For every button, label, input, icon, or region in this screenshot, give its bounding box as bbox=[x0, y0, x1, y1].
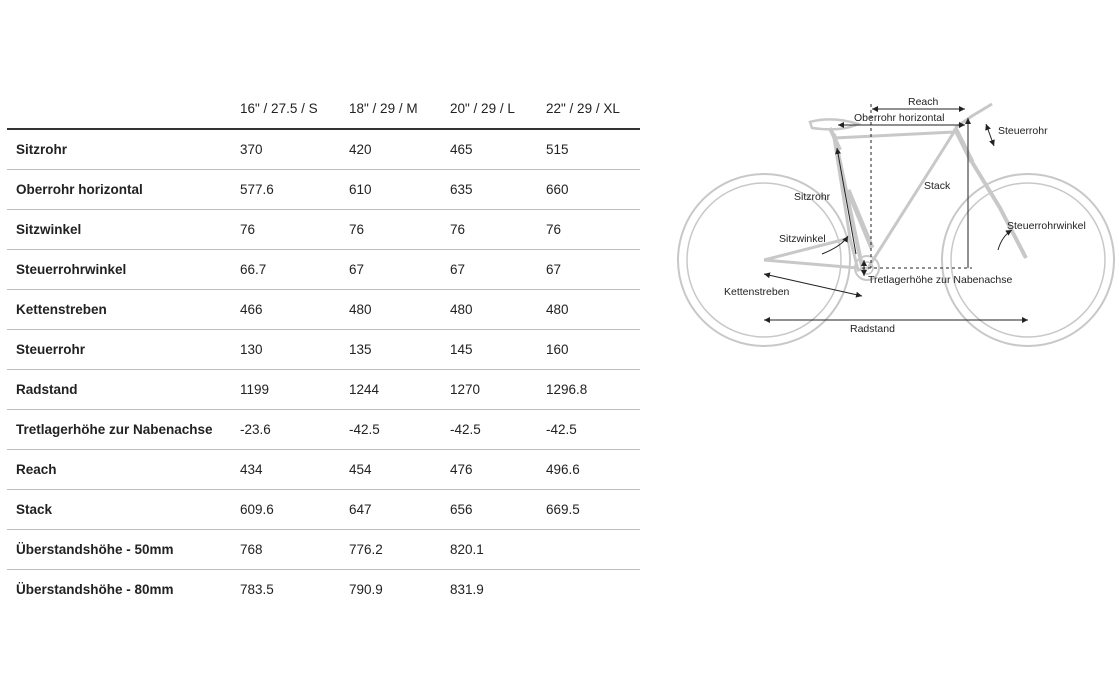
row-label: Reach bbox=[7, 450, 240, 490]
header-size-s: 16" / 27.5 / S bbox=[240, 89, 349, 129]
cell-value: 480 bbox=[450, 290, 546, 330]
table-header-row bbox=[7, 89, 640, 129]
row-label: Überstandshöhe - 50mm bbox=[7, 530, 240, 570]
header-size-m: 18" / 29 / M bbox=[349, 89, 450, 129]
cell-value: 820.1 bbox=[450, 530, 546, 570]
cell-value: 76 bbox=[546, 210, 640, 250]
table-row bbox=[7, 570, 640, 610]
table-row bbox=[7, 410, 640, 450]
cell-value: 790.9 bbox=[349, 582, 383, 597]
cell-value: 783.5 bbox=[240, 582, 274, 597]
saddle bbox=[810, 119, 858, 129]
cell-value: -42.5 bbox=[450, 410, 546, 450]
cell-value: 66.7 bbox=[240, 250, 349, 290]
cell-value: 515 bbox=[546, 129, 640, 170]
cell-value: 609.6 bbox=[240, 490, 349, 530]
cell-value: 1270 bbox=[450, 370, 546, 410]
cell-value: 647 bbox=[349, 490, 450, 530]
cell-value: 1244 bbox=[349, 370, 450, 410]
cell-value: 420 bbox=[349, 129, 450, 170]
table-row bbox=[7, 170, 640, 210]
label-kettenstreben: Kettenstreben bbox=[724, 286, 790, 298]
label-tretlager: Tretlagerhöhe zur Nabenachse bbox=[868, 274, 1013, 286]
table-row bbox=[7, 330, 640, 370]
row-label: Oberrohr horizontal bbox=[7, 170, 240, 210]
row-label: Sitzwinkel bbox=[7, 210, 240, 250]
label-stack: Stack bbox=[924, 180, 951, 192]
cell-value: 831.9 bbox=[450, 582, 484, 597]
cell-value: 776.2 bbox=[349, 530, 450, 570]
head-tube bbox=[955, 128, 972, 162]
cell-value: -23.6 bbox=[240, 410, 349, 450]
table-row bbox=[7, 210, 640, 250]
cell-value: 465 bbox=[450, 129, 546, 170]
cell-value: 656 bbox=[450, 490, 546, 530]
row-label: Radstand bbox=[7, 370, 240, 410]
header-size-xl: 22" / 29 / XL bbox=[546, 89, 640, 129]
label-radstand: Radstand bbox=[850, 323, 895, 335]
cell-value: 480 bbox=[349, 290, 450, 330]
cell-value: 476 bbox=[450, 450, 546, 490]
bike-geometry-diagram bbox=[672, 88, 1118, 348]
row-label: Tretlagerhöhe zur Nabenachse bbox=[7, 410, 240, 450]
cell-value: 610 bbox=[349, 170, 450, 210]
cell-value bbox=[546, 530, 640, 570]
label-oberrohr: Oberrohr horizontal bbox=[854, 112, 945, 124]
cell-value: 135 bbox=[349, 330, 450, 370]
cell-value: 76 bbox=[450, 210, 546, 250]
cell-value: 434 bbox=[240, 450, 349, 490]
table-row bbox=[7, 370, 640, 410]
row-label: Steuerrohrwinkel bbox=[7, 250, 240, 290]
cell-value: 660 bbox=[546, 170, 640, 210]
cell-value: 1199 bbox=[240, 370, 349, 410]
cell-value: 466 bbox=[240, 290, 349, 330]
cell-value: 669.5 bbox=[546, 490, 640, 530]
row-label: Stack bbox=[7, 490, 240, 530]
cell-value: 130 bbox=[240, 330, 349, 370]
table-row bbox=[7, 290, 640, 330]
cell-value: 67 bbox=[450, 250, 546, 290]
cell-value: 370 bbox=[240, 129, 349, 170]
cell-value: 480 bbox=[546, 290, 640, 330]
label-steuerrohrwinkel: Steuerrohrwinkel bbox=[1007, 220, 1086, 232]
header-label-column bbox=[7, 89, 240, 129]
cell-value: 635 bbox=[450, 170, 546, 210]
front-wheel-inner bbox=[951, 183, 1105, 337]
cell-value: 76 bbox=[349, 210, 450, 250]
label-reach: Reach bbox=[908, 96, 939, 108]
label-sitzrohr: Sitzrohr bbox=[794, 191, 831, 203]
row-label: Sitzrohr bbox=[7, 129, 240, 170]
cell-value: 145 bbox=[450, 330, 546, 370]
row-label: Überstandshöhe - 80mm bbox=[16, 582, 174, 597]
table-row bbox=[7, 530, 640, 570]
cell-value: -42.5 bbox=[546, 410, 640, 450]
cell-value: -42.5 bbox=[349, 410, 450, 450]
cell-value: 67 bbox=[349, 250, 450, 290]
cell-value bbox=[546, 570, 640, 610]
table-row bbox=[7, 490, 640, 530]
cell-value: 577.6 bbox=[240, 170, 349, 210]
row-label: Steuerrohr bbox=[7, 330, 240, 370]
table-row bbox=[7, 450, 640, 490]
table-row bbox=[7, 250, 640, 290]
geometry-table bbox=[7, 89, 640, 609]
table-row bbox=[7, 129, 640, 170]
steuerrohr-line bbox=[986, 124, 994, 146]
cell-value: 76 bbox=[240, 210, 349, 250]
label-steuerrohr: Steuerrohr bbox=[998, 125, 1048, 137]
row-label: Kettenstreben bbox=[7, 290, 240, 330]
cell-value: 454 bbox=[349, 450, 450, 490]
cell-value: 496.6 bbox=[546, 450, 640, 490]
cell-value: 768 bbox=[240, 530, 349, 570]
steuerrohrwinkel-arc bbox=[998, 230, 1012, 250]
cell-value: 160 bbox=[546, 330, 640, 370]
chain-stay bbox=[764, 260, 858, 268]
label-sitzwinkel: Sitzwinkel bbox=[779, 233, 826, 245]
cell-value: 1296.8 bbox=[546, 370, 640, 410]
fork bbox=[972, 162, 1026, 258]
header-size-l: 20" / 29 / L bbox=[450, 89, 546, 129]
cell-value: 67 bbox=[546, 250, 640, 290]
